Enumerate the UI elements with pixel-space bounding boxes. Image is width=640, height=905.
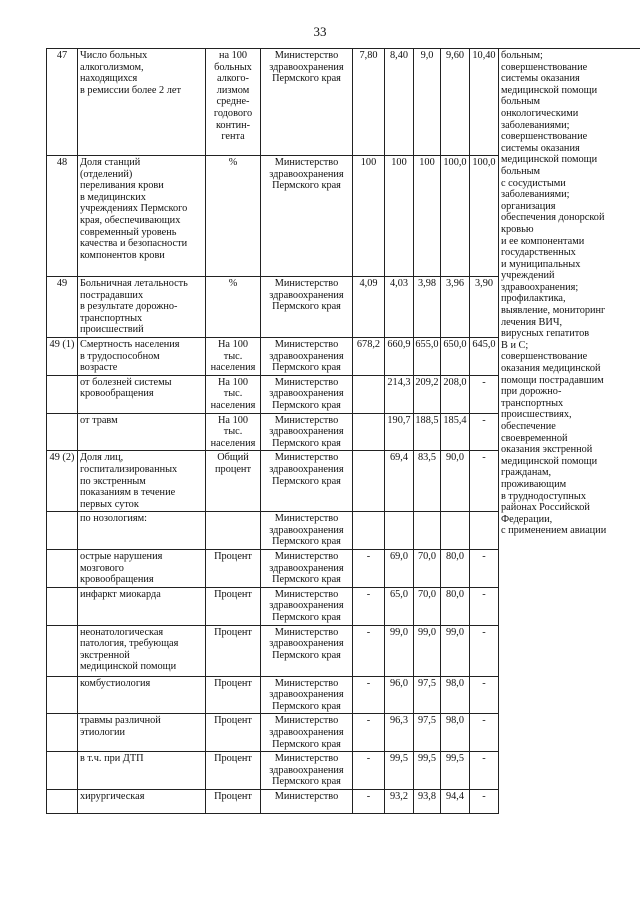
value-year-5: - [470, 714, 499, 752]
unit-of-measure: Процент [206, 752, 261, 790]
indicator-number: 49 (2) [47, 451, 78, 512]
indicator-name: Доля лиц, госпитализированных по экстренным показаниям в течение первых суток [78, 451, 206, 512]
value-year-3: 99,5 [414, 752, 441, 790]
indicator-number [47, 625, 78, 676]
value-year-4: 9,60 [441, 49, 470, 156]
value-year-4: 208,0 [441, 375, 470, 413]
value-year-1 [353, 413, 385, 451]
value-year-3: 93,8 [414, 789, 441, 813]
value-year-3 [414, 512, 441, 550]
value-year-2: 96,0 [385, 676, 414, 714]
value-year-4: 90,0 [441, 451, 470, 512]
value-year-2: 214,3 [385, 375, 414, 413]
value-year-2: 8,40 [385, 49, 414, 156]
indicator-number [47, 676, 78, 714]
indicator-number [47, 752, 78, 790]
value-year-5: - [470, 752, 499, 790]
indicator-number [47, 413, 78, 451]
value-year-5: 10,40 [470, 49, 499, 156]
responsible-organization: Министерство здравоохранения Пермского края [261, 752, 353, 790]
table-row [47, 49, 640, 156]
responsible-organization: Министерство здравоохранения Пермского края [261, 512, 353, 550]
indicator-name: травмы различной этиологии [78, 714, 206, 752]
value-year-2 [385, 512, 414, 550]
value-year-4: 98,0 [441, 714, 470, 752]
value-year-4: 98,0 [441, 676, 470, 714]
value-year-3: 188,5 [414, 413, 441, 451]
page-number: 33 [313, 24, 327, 39]
value-year-2: 190,7 [385, 413, 414, 451]
value-year-4 [441, 512, 470, 550]
value-year-3: 97,5 [414, 714, 441, 752]
value-year-3: 655,0 [414, 337, 441, 375]
value-year-1: 100 [353, 156, 385, 277]
unit-of-measure [206, 512, 261, 550]
value-year-3: 3,98 [414, 277, 441, 338]
value-year-3: 70,0 [414, 587, 441, 625]
indicator-name: хирургическая [78, 789, 206, 813]
value-year-4: 94,4 [441, 789, 470, 813]
indicator-name: Доля станций (отделений) переливания крови в медицинских учреждениях Пермского края, обеспечивающих современный уровень качества и безопасности компонентов крови [78, 156, 206, 277]
value-year-2: 100 [385, 156, 414, 277]
value-year-1: - [353, 676, 385, 714]
indicator-name: по нозологиям: [78, 512, 206, 550]
responsible-organization: Министерство здравоохранения Пермского края [261, 625, 353, 676]
responsible-organization: Министерство здравоохранения Пермского края [261, 550, 353, 588]
indicator-name: Число больных алкоголизмом, находящихся в ремиссии более 2 лет [78, 49, 206, 156]
indicator-name: Больничная летальность пострадавших в результате дорожно- транспортных происшествий [78, 277, 206, 338]
value-year-3: 97,5 [414, 676, 441, 714]
unit-of-measure: На 100 тыс. населения [206, 375, 261, 413]
indicators-table-wrapper [46, 48, 640, 905]
unit-of-measure: на 100 больных алкого- лизмом средне- годового контин- гента [206, 49, 261, 156]
value-year-2: 660,9 [385, 337, 414, 375]
program-activities-text: больным; совершенствование системы оказания медицинской помощи больным онкологическими заболеваниями; совершенствование системы оказания медицинской помощи больным с сосудистыми заболеваниями; организация обеспечения донорской кровью и ее компонентами государственных и муниципальных учреждений здравоохранения; профилактика, выявление, мониторинг лечения ВИЧ, вирусных гепатитов В и С; совершенствование оказания медицинской помощи пострадавшим при дорожно- транспортных происшествиях, обеспечение своевременной оказания экстренной медицинской помощи гражданам, проживающим в труднодоступных районах Российской Федерации, с применением авиации [499, 49, 640, 814]
value-year-1: 4,09 [353, 277, 385, 338]
value-year-4: 99,0 [441, 625, 470, 676]
value-year-4: 185,4 [441, 413, 470, 451]
value-year-1 [353, 451, 385, 512]
unit-of-measure: Процент [206, 789, 261, 813]
indicator-number [47, 789, 78, 813]
value-year-4: 80,0 [441, 550, 470, 588]
responsible-organization: Министерство здравоохранения Пермского края [261, 156, 353, 277]
value-year-3: 209,2 [414, 375, 441, 413]
unit-of-measure: Процент [206, 676, 261, 714]
value-year-3: 83,5 [414, 451, 441, 512]
value-year-2: 69,0 [385, 550, 414, 588]
indicator-number: 49 [47, 277, 78, 338]
value-year-1: - [353, 789, 385, 813]
value-year-5: - [470, 413, 499, 451]
value-year-5: 645,0 [470, 337, 499, 375]
value-year-5: 3,90 [470, 277, 499, 338]
value-year-4: 80,0 [441, 587, 470, 625]
value-year-2: 69,4 [385, 451, 414, 512]
value-year-1: 678,2 [353, 337, 385, 375]
value-year-1: - [353, 714, 385, 752]
responsible-organization: Министерство здравоохранения Пермского края [261, 277, 353, 338]
value-year-5: - [470, 676, 499, 714]
value-year-2: 93,2 [385, 789, 414, 813]
indicator-name: инфаркт миокарда [78, 587, 206, 625]
unit-of-measure: Процент [206, 714, 261, 752]
value-year-5: - [470, 451, 499, 512]
value-year-1 [353, 512, 385, 550]
value-year-5: - [470, 789, 499, 813]
responsible-organization: Министерство здравоохранения Пермского края [261, 413, 353, 451]
indicator-number [47, 714, 78, 752]
value-year-5: - [470, 550, 499, 588]
value-year-2: 96,3 [385, 714, 414, 752]
indicator-number: 47 [47, 49, 78, 156]
value-year-5: - [470, 625, 499, 676]
unit-of-measure: На 100 тыс. населения [206, 337, 261, 375]
value-year-1: - [353, 625, 385, 676]
value-year-1 [353, 375, 385, 413]
value-year-3: 9,0 [414, 49, 441, 156]
indicator-name: острые нарушения мозгового кровообращения [78, 550, 206, 588]
unit-of-measure: На 100 тыс. населения [206, 413, 261, 451]
responsible-organization: Министерство здравоохранения Пермского края [261, 375, 353, 413]
value-year-2: 99,5 [385, 752, 414, 790]
value-year-2: 99,0 [385, 625, 414, 676]
indicator-name: от болезней системы кровообращения [78, 375, 206, 413]
indicator-number [47, 587, 78, 625]
indicator-number [47, 512, 78, 550]
responsible-organization: Министерство здравоохранения Пермского края [261, 49, 353, 156]
responsible-organization: Министерство здравоохранения Пермского края [261, 587, 353, 625]
unit-of-measure: Процент [206, 587, 261, 625]
indicator-name: от травм [78, 413, 206, 451]
value-year-1: - [353, 587, 385, 625]
unit-of-measure: % [206, 156, 261, 277]
indicator-name: Смертность населения в трудоспособном возрасте [78, 337, 206, 375]
value-year-2: 65,0 [385, 587, 414, 625]
indicator-number [47, 375, 78, 413]
indicator-name: в т.ч. при ДТП [78, 752, 206, 790]
value-year-4: 650,0 [441, 337, 470, 375]
value-year-5: - [470, 375, 499, 413]
value-year-3: 70,0 [414, 550, 441, 588]
indicator-number: 48 [47, 156, 78, 277]
value-year-3: 100 [414, 156, 441, 277]
indicator-number [47, 550, 78, 588]
value-year-3: 99,0 [414, 625, 441, 676]
unit-of-measure: Общий процент [206, 451, 261, 512]
responsible-organization: Министерство [261, 789, 353, 813]
unit-of-measure: Процент [206, 625, 261, 676]
value-year-1: - [353, 752, 385, 790]
responsible-organization: Министерство здравоохранения Пермского края [261, 451, 353, 512]
value-year-4: 99,5 [441, 752, 470, 790]
indicator-number: 49 (1) [47, 337, 78, 375]
unit-of-measure: Процент [206, 550, 261, 588]
responsible-organization: Министерство здравоохранения Пермского края [261, 676, 353, 714]
indicators-table [46, 48, 640, 814]
value-year-2: 4,03 [385, 277, 414, 338]
responsible-organization: Министерство здравоохранения Пермского края [261, 337, 353, 375]
unit-of-measure: % [206, 277, 261, 338]
value-year-1: - [353, 550, 385, 588]
value-year-5: 100,0 [470, 156, 499, 277]
indicator-name: комбустиология [78, 676, 206, 714]
value-year-4: 3,96 [441, 277, 470, 338]
value-year-5 [470, 512, 499, 550]
value-year-4: 100,0 [441, 156, 470, 277]
value-year-1: 7,80 [353, 49, 385, 156]
value-year-5: - [470, 587, 499, 625]
indicator-name: неонатологическая патология, требующая экстренной медицинской помощи [78, 625, 206, 676]
responsible-organization: Министерство здравоохранения Пермского края [261, 714, 353, 752]
